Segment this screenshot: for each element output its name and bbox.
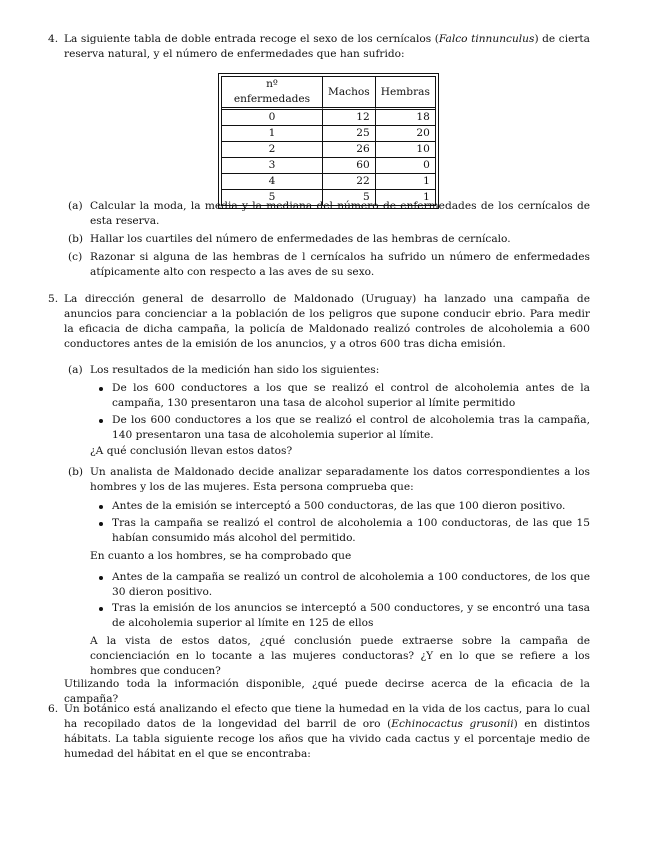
table-cell: 5 bbox=[222, 190, 323, 205]
table-cell: 4 bbox=[222, 174, 323, 190]
list-item-text: Antes de la campaña se realizó un control de alcoholemia a 100 conductores, de los que 30 dieron positivo. bbox=[112, 571, 590, 598]
table-cell: 22 bbox=[323, 174, 376, 190]
table-header: nº enfermedades bbox=[222, 77, 323, 110]
list-item bbox=[99, 499, 590, 514]
table-row bbox=[222, 174, 435, 190]
problem-6-intro-after: ) en distintos hábitats. La tabla siguiente recoge los años que ha vivido cada cactus y el porcentaje medio de humedad del hábitat en el que se encontraba: bbox=[64, 718, 590, 760]
problem-6-intro bbox=[64, 702, 590, 762]
table-row bbox=[222, 126, 435, 142]
list-item-text: Antes de la emisión se interceptó a 500 conductoras, de las que 100 dieron positivo. bbox=[112, 500, 566, 512]
problem-6-intro-before: Un botánico está analizando el efecto que tiene la humedad en la vida de los cactus, para lo cual ha recopilado datos de la longevidad del barril de oro ( bbox=[64, 703, 590, 730]
table-cell: 3 bbox=[222, 158, 323, 174]
problem-4-species: Falco tinnunculus bbox=[438, 33, 535, 45]
table-cell: 5 bbox=[323, 190, 376, 205]
problem-4-part-b: Hallar los cuartiles del número de enfermedades de las hembras de cernícalo. bbox=[90, 233, 511, 245]
list-item bbox=[99, 570, 590, 600]
bullet-dot bbox=[99, 576, 103, 580]
problem-5-closing: Utilizando toda la información disponible, ¿qué puede decirse acerca de la eficacia de la campaña? bbox=[64, 678, 590, 705]
problem-5-part-a-question: ¿A qué conclusión llevan estos datos? bbox=[90, 445, 293, 457]
problem-5-part-b-question: A la vista de estos datos, ¿qué conclusión puede extraerse sobre la campaña de concienciación en lo tocante a las mujeres conductoras? ¿Y en lo que se refiere a los hombres que conducen? bbox=[90, 635, 590, 677]
problem-6-number: 6. bbox=[48, 703, 59, 715]
list-item-text: De los 600 conductores a los que se realizó el control de alcoholemia antes de la campaña, 130 presentaron una tasa de alcohol superior al límite permitido bbox=[112, 382, 590, 409]
table-header: Machos bbox=[323, 77, 376, 110]
table-row bbox=[222, 158, 435, 174]
diseases-table bbox=[221, 76, 436, 206]
list-item-text: De los 600 conductores a los que se realizó el control de alcoholemia tras la campaña, 140 presentaron una tasa de alcoholemia superior al límite. bbox=[112, 414, 590, 441]
table-cell: 60 bbox=[323, 158, 376, 174]
bullet-dot bbox=[99, 607, 103, 611]
table-cell: 1 bbox=[222, 126, 323, 142]
part-label: (b) bbox=[68, 466, 84, 478]
table-cell: 0 bbox=[222, 110, 323, 126]
table-cell: 2 bbox=[222, 142, 323, 158]
problem-4-part-c: Razonar si alguna de las hembras de l cernícalos ha sufrido un número de enfermedades atípicamente alto con respecto a las aves de su sexo. bbox=[90, 251, 590, 278]
bullet-dot bbox=[99, 505, 103, 509]
table-cell: 0 bbox=[376, 158, 435, 174]
problem-4-number: 4. bbox=[48, 33, 59, 45]
list-item bbox=[99, 413, 590, 443]
table-cell: 18 bbox=[376, 110, 435, 126]
table-header: Hembras bbox=[376, 77, 435, 110]
table-cell: 25 bbox=[323, 126, 376, 142]
table-row bbox=[222, 110, 435, 126]
problem-6-species: Echinocactus grusonii bbox=[391, 718, 514, 730]
table-row bbox=[222, 142, 435, 158]
list-item bbox=[99, 516, 590, 546]
problem-5-men-lead: En cuanto a los hombres, se ha comprobado que bbox=[90, 550, 352, 562]
part-label: (a) bbox=[68, 364, 83, 376]
table-cell: 20 bbox=[376, 126, 435, 142]
part-label: (b) bbox=[68, 233, 84, 245]
problem-4-intro bbox=[64, 32, 590, 62]
bullet-dot bbox=[99, 522, 103, 526]
table-cell: 1 bbox=[423, 191, 430, 203]
table-cell: 1 bbox=[376, 174, 435, 190]
problem-5-number: 5. bbox=[48, 293, 59, 305]
problem-5-intro: La dirección general de desarrollo de Maldonado (Uruguay) ha lanzado una campaña de anuncios para concienciar a la población de los peligros que supone conducir ebrio. Para medir la eficacia de dicha campaña, la policía de Maldonado realizó controles de alcoholemia a 600 conductores antes de la emisión de los anuncios, y a otros 600 tras dicha emisión. bbox=[64, 293, 590, 350]
table-cell: 10 bbox=[376, 142, 435, 158]
problem-4-part-a: Calcular la moda, la media y la mediana del número de enfermedades de los cernícalos de esta reserva. bbox=[90, 200, 590, 227]
part-label: (c) bbox=[68, 251, 83, 263]
part-label: (a) bbox=[68, 200, 83, 212]
bullet-dot bbox=[99, 387, 103, 391]
list-item bbox=[99, 381, 590, 411]
problem-4-intro-after: ) de cierta reserva natural, y el número de enfermedades que han sufrido: bbox=[64, 33, 590, 60]
list-item bbox=[99, 601, 590, 631]
table-cell: 26 bbox=[323, 142, 376, 158]
list-item-text: Tras la emisión de los anuncios se interceptó a 500 conductores, y se encontró una tasa de alcoholemia superior al límite en 125 de ellos bbox=[112, 602, 590, 629]
table-header-row bbox=[222, 77, 435, 110]
problem-5-part-b-lead: Un analista de Maldonado decide analizar separadamente los datos correspondientes a los hombres y los de las mujeres. Esta persona comprueba que: bbox=[90, 466, 590, 493]
bullet-dot bbox=[99, 419, 103, 423]
problem-4-intro-before: La siguiente tabla de doble entrada recoge el sexo de los cernícalos ( bbox=[64, 33, 439, 45]
problem-5-part-a-lead: Los resultados de la medición han sido los siguientes: bbox=[90, 364, 380, 376]
list-item-text: Tras la campaña se realizó el control de alcoholemia a 100 conductoras, de las que 15 habían consumido más alcohol del permitido. bbox=[112, 517, 590, 544]
table-cell: 12 bbox=[323, 110, 376, 126]
